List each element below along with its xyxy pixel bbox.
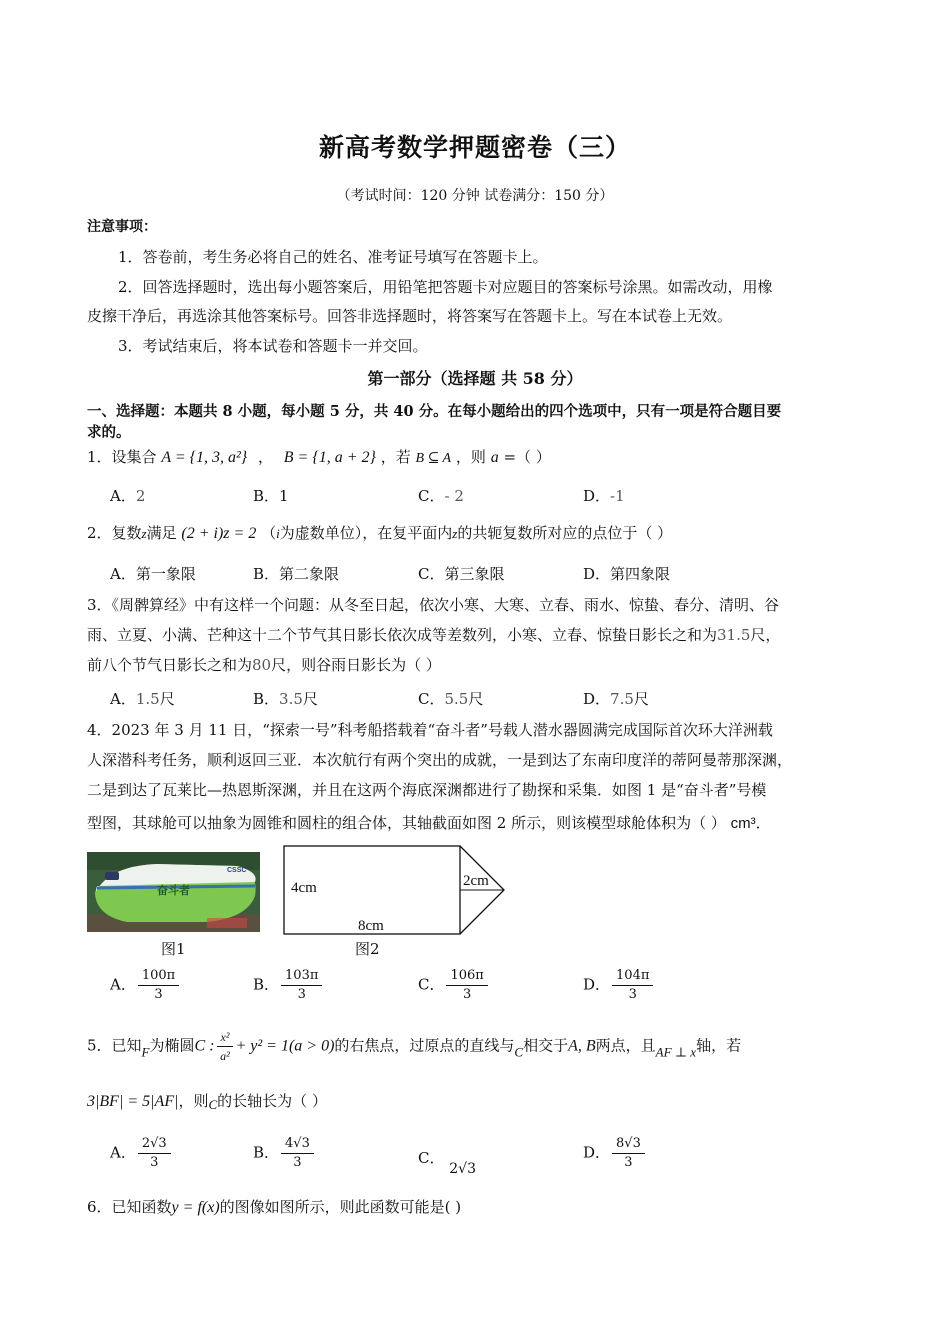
q5-option-c[interactable]: C． 2√3	[418, 1149, 477, 1177]
section-instruction-line-2: 求的。	[87, 424, 131, 441]
q1-option-d[interactable]: D．-1	[583, 487, 625, 505]
question-4-line-2: 人深潜科考任务，顺利返回三亚．本次航行有两个突出的成就，一是到达了东南印度洋的蒂阿曼蒂那深渊，	[87, 751, 793, 769]
q2-option-c[interactable]: C．第三象限	[418, 565, 505, 583]
q2-option-d[interactable]: D．第四象限	[583, 565, 671, 583]
q3-option-c[interactable]: C．5.5尺	[418, 690, 484, 708]
section-title: 第一部分（选择题 共 58 分）	[367, 369, 583, 388]
q1-option-b[interactable]: B．1	[253, 487, 289, 505]
exam-info: （考试时间：120 分钟 试卷满分：150 分）	[336, 188, 614, 204]
question-1: 1．设集合 A = {1, 3, a²} ， B = {1, a + 2} ，若 B ⊆ A ，则 a =（ ）	[87, 448, 551, 466]
q1-set-a: A = {1, 3, a²}	[161, 449, 248, 466]
q1-then: ，则	[455, 448, 486, 466]
cssc-logo: CSSC	[227, 867, 247, 874]
q5-condition: 3|BF| = 5|AF|	[87, 1093, 179, 1110]
page-title: 新高考数学押题密卷（三）	[318, 133, 631, 162]
q1-option-c[interactable]: C．- 2	[418, 487, 464, 505]
q1-set-b: B = {1, a + 2}	[283, 449, 376, 466]
q4-option-a[interactable]: A． $\frac{100\pi}{3}$	[110, 967, 181, 1004]
figure-2-caption: 图2	[355, 940, 380, 958]
q3-option-a[interactable]: A．1.5尺	[110, 690, 175, 708]
notice-heading: 注意事项：	[87, 219, 157, 235]
q4-option-c[interactable]: C． $\frac{106\pi}{3}$	[418, 967, 490, 1004]
question-4-line-4: 型图，其球舱可以抽象为圆锥和圆柱的组合体，其轴截面如图 2 所示，则该模型球舱体积为（ ） cm³．	[87, 814, 771, 832]
q2-option-a[interactable]: A．第一象限	[110, 565, 196, 583]
figure-1-caption: 图1	[161, 940, 186, 958]
question-3-line-1: 3．《周髀算经》中有这样一个问题：从冬至日起，依次小寒、大寒、立春、雨水、惊蛰、春分、清明、谷	[87, 596, 780, 614]
q5-option-a[interactable]: A． $\frac{2√3}{3}$	[110, 1135, 173, 1172]
q1-tail: =（ ）	[503, 448, 551, 466]
cone-dimension: 2cm	[463, 873, 489, 889]
q1-var: a	[490, 449, 499, 466]
q4-option-d[interactable]: D． $\frac{104\pi}{3}$	[583, 967, 655, 1004]
q1-prefix: 1．设集合	[87, 448, 157, 466]
q5-option-b[interactable]: B． $\frac{4√3}{3}$	[253, 1135, 316, 1172]
notice-item-2-line-2: 皮擦干净后，再选涂其他答案标号。回答非选择题时，将答案写在答题卡上。写在本试卷上无效。	[87, 307, 733, 325]
q2-option-b[interactable]: B．第二象限	[253, 565, 340, 583]
notice-item-2-line-1: 2．回答选择题时，选出每小题答案后，用铅笔把答题卡对应题目的答案标号涂黑。如需改动，用橡	[118, 278, 773, 296]
submersible-photo	[87, 852, 260, 932]
height-dimension: 4cm	[291, 880, 317, 896]
q5-option-d[interactable]: D． $\frac{8√3}{3}$	[583, 1135, 647, 1172]
q3-option-b[interactable]: B．3.5尺	[253, 690, 318, 708]
question-2: 2．复数z满足 (2 + i)z = 2 （i为虚数单位），在复平面内z的共轭复数所对应的点位于（ ）	[87, 524, 673, 542]
question-4-line-3: 二是到达了瓦莱比—热恩斯深渊，并且在这两个海底深渊都进行了勘探和采集．如图 1 是“奋斗者”号模	[87, 781, 767, 799]
q1-condition: B ⊆ A	[415, 451, 452, 466]
question-5-line-1: 5．已知F为椭圆C : $\frac{\text{x²}}{\text{a²}}$ + y² = 1(a > 0)的右焦点，过原点的直线与C相交于A, B两点，且AF ⊥ x轴，若	[87, 1030, 742, 1063]
q1-option-a[interactable]: A．2	[110, 487, 146, 505]
section-instruction-line-1: 一、选择题：本题共 8 小题，每小题 5 分，共 40 分。在每小题给出的四个选项中，只有一项是符合题目要	[87, 403, 782, 420]
question-5-line-2: 3|BF| = 5|AF|，则C的长轴长为（ ）	[87, 1092, 327, 1112]
q2-equation: (2 + i)z = 2	[181, 525, 257, 542]
submersible-name: 奋斗者	[157, 884, 190, 897]
width-dimension: 8cm	[358, 918, 384, 934]
notice-item-3: 3．考试结束后，将本试卷和答题卡一并交回。	[118, 337, 428, 355]
question-3-line-2: 雨、立夏、小满、芒种这十二个节气其日影长依次成等差数列，小寒、立春、惊蛰日影长之和为31.5尺，	[87, 626, 781, 644]
notice-item-1: 1．答卷前，考生务必将自己的姓名、准考证号填写在答题卡上。	[118, 248, 548, 266]
q1-middle: ，若	[380, 448, 411, 466]
q6-function: y = f(x)	[171, 1199, 220, 1216]
q3-option-d[interactable]: D．7.5尺	[583, 690, 649, 708]
question-3-line-3: 前八个节气日影长之和为80尺，则谷雨日影长为（ ）	[87, 656, 441, 674]
question-6: 6．已知函数y = f(x)的图像如图所示，则此函数可能是( )	[87, 1198, 462, 1216]
q4-option-b[interactable]: B． $\frac{103\pi}{3}$	[253, 967, 324, 1004]
question-4-line-1: 4．2023 年 3 月 11 日，“探索一号”科考船搭载着“奋斗者”号载人潜水器圆满完成国际首次环大洋洲载	[87, 721, 773, 739]
